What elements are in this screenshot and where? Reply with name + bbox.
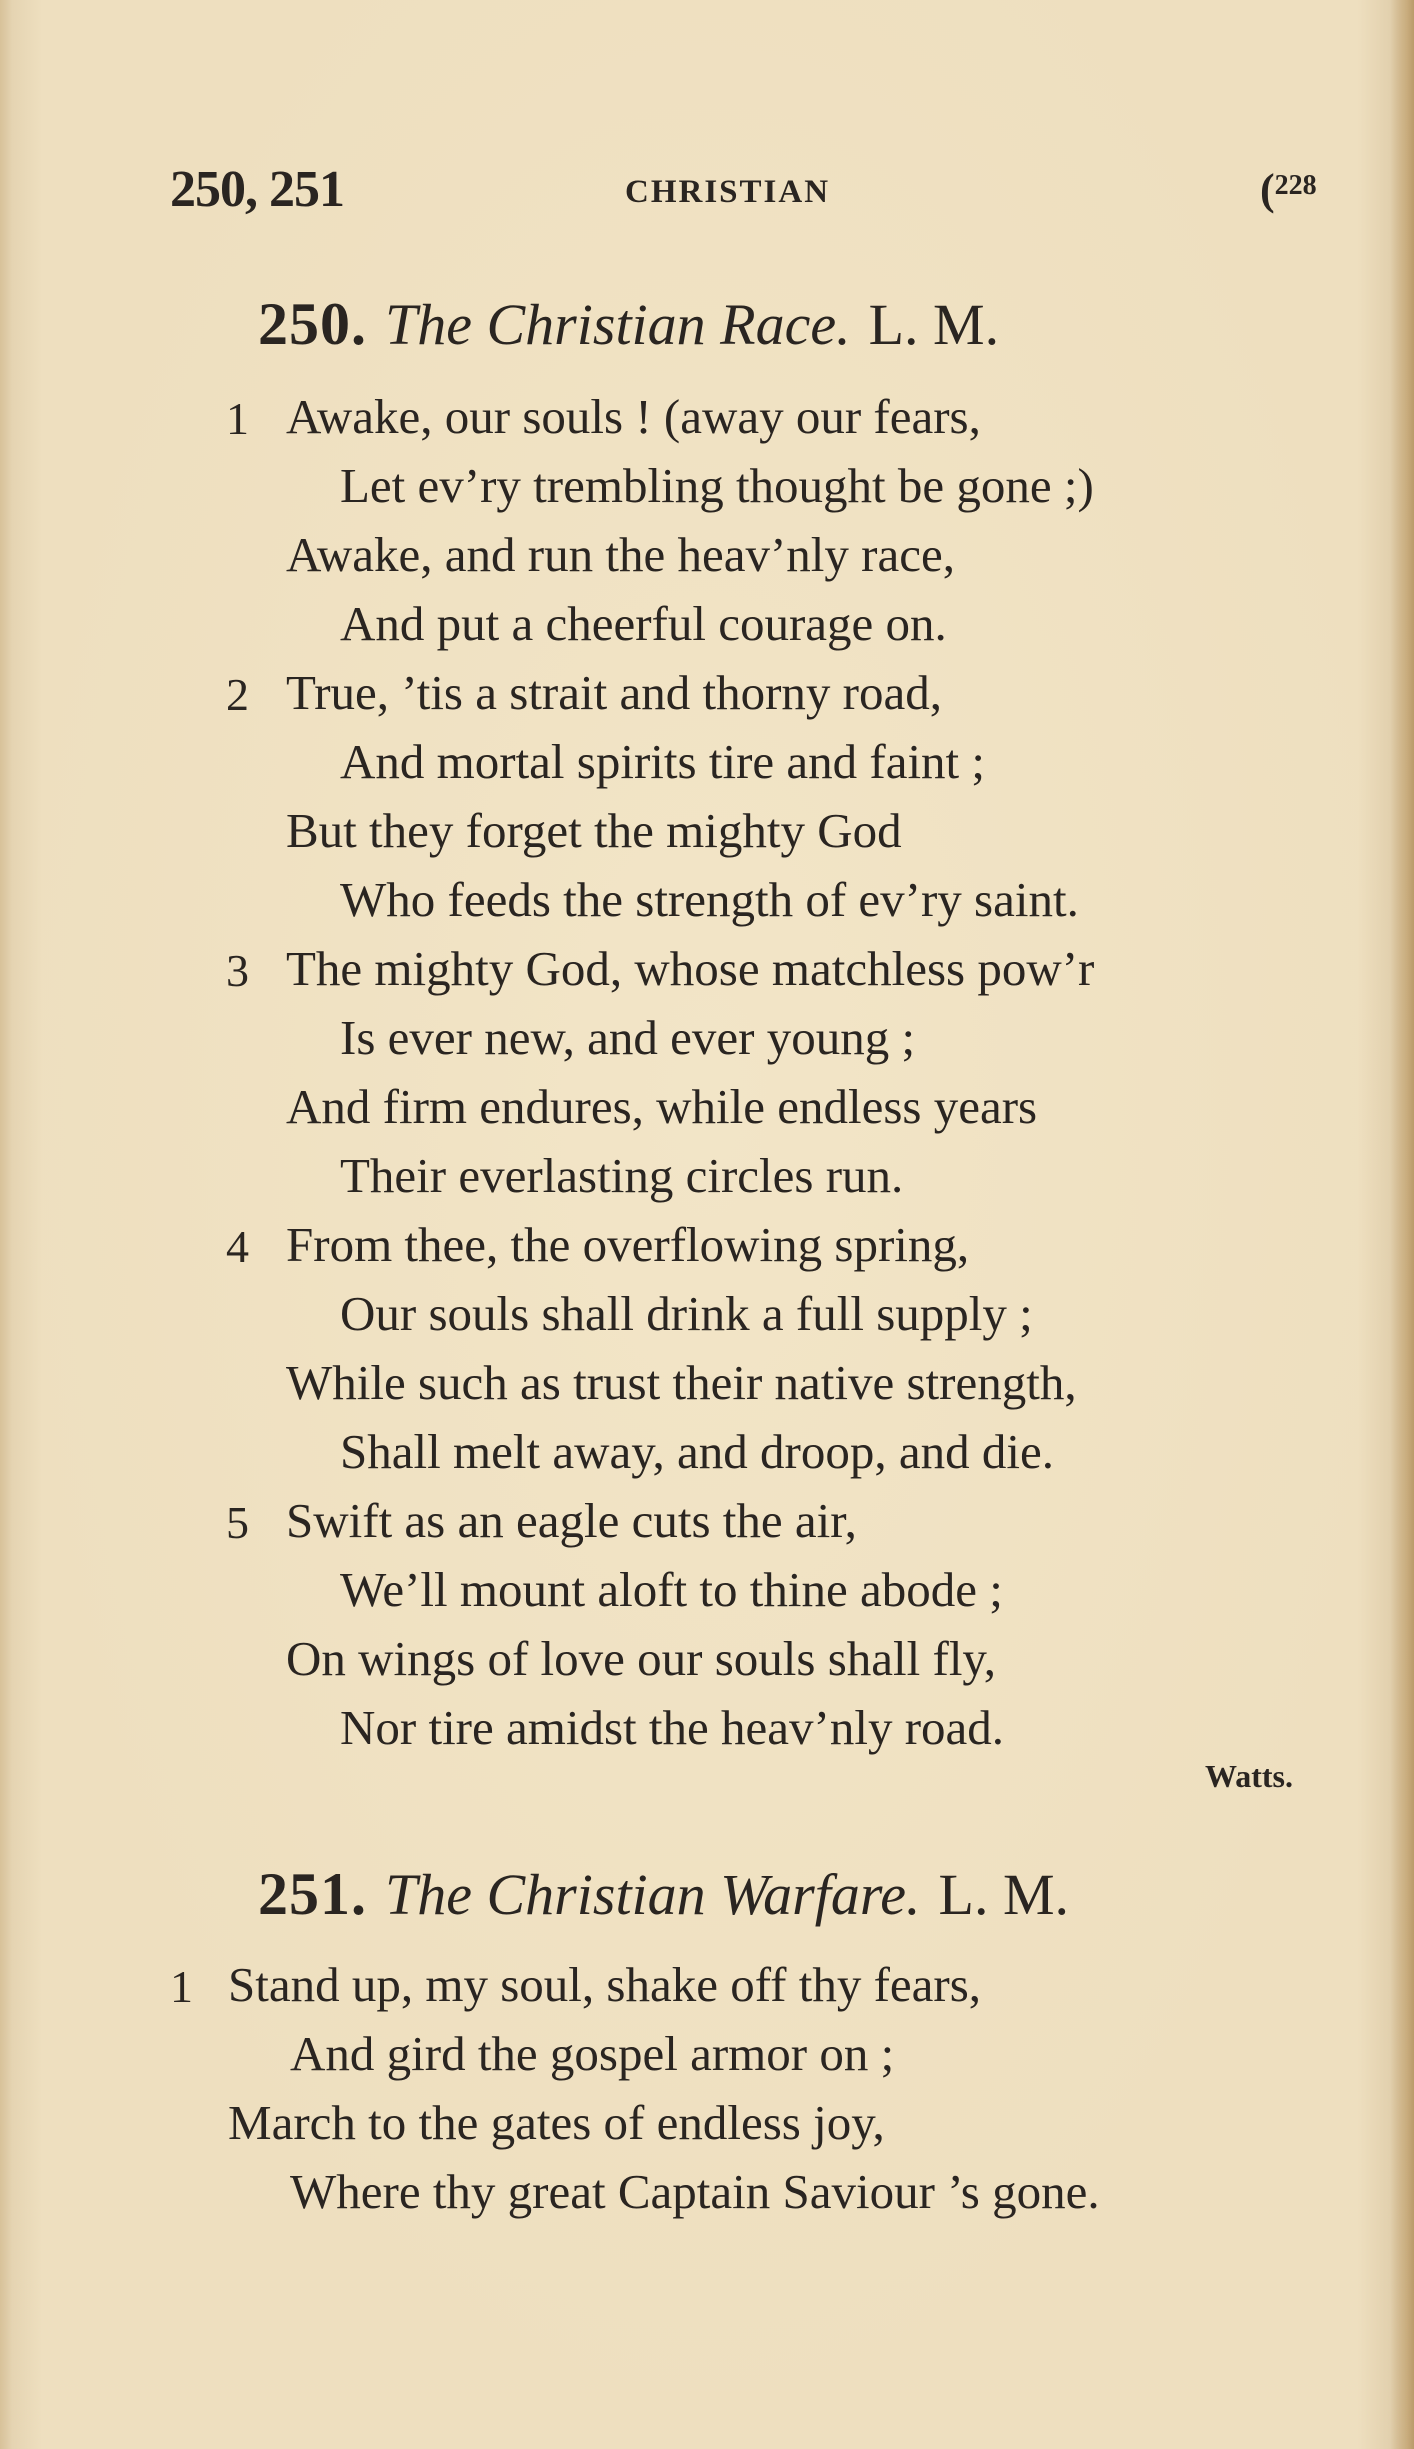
verse-number: 3 [226,945,249,996]
verse-line: Who feeds the strength of ev’ry saint. [340,872,1079,927]
verse-line: March to the gates of endless joy, [228,2095,885,2150]
verse-line: We’ll mount aloft to thine abode ; [340,1562,1003,1617]
page-number [1260,164,1317,215]
verse-line: Awake, our souls ! (away our fears, [286,389,981,444]
verse-line: Nor tire amidst the heav’nly road. [340,1700,1005,1755]
verse-line: And put a cheerful courage on. [340,596,947,651]
verse-line: And firm endures, while endless years [286,1079,1038,1134]
verse-line: The mighty God, whose matchless pow’r [286,941,1095,996]
page-left-edge [0,0,12,2449]
hymn-attribution: Watts. [1205,1758,1293,1794]
verse-number: 5 [226,1497,249,1548]
verse-line: And gird the gospel armor on ; [290,2026,895,2081]
hymn-number: 251. [258,1861,367,1927]
running-head-hymn-numbers: 250, 251 [170,161,344,218]
hymn-meter: L. M. [938,1862,1070,1927]
verse-line: Our souls shall drink a full supply ; [340,1286,1033,1341]
hymn-250-heading [258,290,999,359]
running-head [170,160,1360,220]
verse-line: On wings of love our souls shall fly, [286,1631,996,1686]
verse-number: 1 [170,1961,193,2012]
verse-line: Shall melt away, and droop, and die. [340,1424,1054,1479]
page-number-paren: ( [1260,165,1275,214]
verse-line: But they forget the mighty God [286,803,902,858]
verse-line: Stand up, my soul, shake off thy fears, [228,1957,982,2012]
hymn-251-heading [258,1860,1069,1929]
hymn-meter: L. M. [868,292,1000,357]
verse-line: Let ev’ry trembling thought be gone ;) [340,458,1094,513]
verse-line: While such as trust their native strength, [286,1355,1077,1410]
verse-line: Swift as an eagle cuts the air, [286,1493,857,1548]
hymn-title: The Christian Warfare. [385,1862,921,1927]
hymn-title: The Christian Race. [385,292,851,357]
page-number-value: 228 [1274,170,1317,201]
hymn-number: 250. [258,291,367,357]
verse-number: 1 [226,393,249,444]
verse-number: 2 [226,669,249,720]
verse-line: True, ’tis a strait and thorny road, [286,665,942,720]
verse-line: Their everlasting circles run. [340,1148,904,1203]
verse-line: Awake, and run the heav’nly race, [286,527,955,582]
running-head-title: CHRISTIAN [625,174,831,210]
verse-number: 4 [226,1221,249,1272]
page-right-edge [1390,0,1414,2449]
verse-line: Is ever new, and ever young ; [340,1010,916,1065]
verse-line: And mortal spirits tire and faint ; [340,734,986,789]
verse-line: From thee, the overflowing spring, [286,1217,970,1272]
verse-line: Where thy great Captain Saviour ’s gone. [290,2164,1100,2219]
